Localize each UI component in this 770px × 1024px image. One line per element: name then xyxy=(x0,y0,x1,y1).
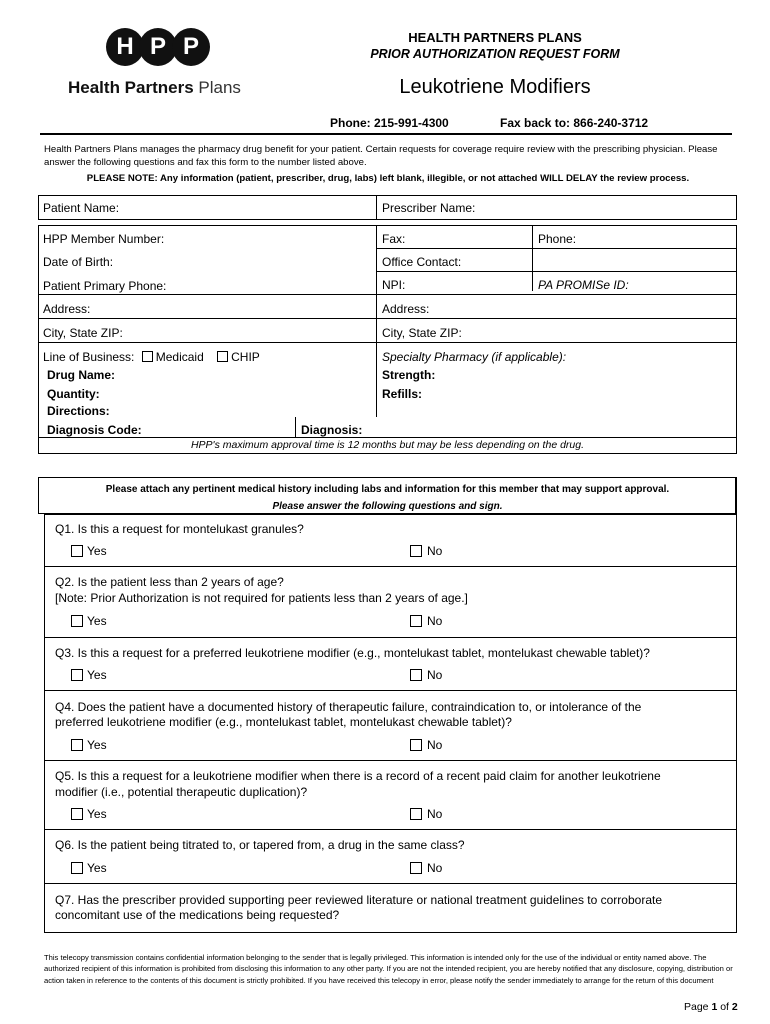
patient-name-field[interactable]: Patient Name: xyxy=(43,201,120,215)
row-line-3 xyxy=(38,294,737,295)
prescriber-city-field[interactable]: City, State ZIP: xyxy=(382,326,462,340)
header-divider xyxy=(40,133,732,135)
directions-field[interactable]: Directions: xyxy=(47,404,110,418)
q-divider-3 xyxy=(44,690,737,691)
drug-class-title: Leukotriene Modifiers xyxy=(399,76,591,98)
office-contact-field[interactable]: Office Contact: xyxy=(382,255,462,269)
row-line-6 xyxy=(38,437,737,438)
medicaid-checkbox[interactable] xyxy=(142,351,153,362)
q4-no-label: No xyxy=(427,738,443,752)
question-4: Q4. Does the patient have a documented history of therapeutic failure, contraindication to, or intolerance of the xyxy=(55,700,642,714)
q-divider-4 xyxy=(44,760,737,761)
info-right-divider xyxy=(532,225,533,291)
question-2-note: [Note: Prior Authorization is not required for patients less than 2 years of age.] xyxy=(55,591,468,605)
npi-field[interactable]: NPI: xyxy=(382,278,406,292)
q6-no-label: No xyxy=(427,861,443,875)
row-line-4 xyxy=(38,318,737,319)
specialty-pharmacy-field[interactable]: Specialty Pharmacy (if applicable): xyxy=(382,350,567,364)
q2-no-checkbox[interactable] xyxy=(410,615,422,627)
diagnosis-divider xyxy=(295,417,296,437)
page-current: 1 xyxy=(711,1001,718,1013)
confidentiality-notice: This telecopy transmission contains confidential information belonging to the sender that is legally privileged. This information is intended only for the use of the individual or entity named above. The authorized recipient of this information is prohibited from disclosing this information to any other party. If you are not the intended recipient, you are hereby notified that any disclosure, copying, distribution or action taken in reference to the contents of this document is strictly prohibited. If you have received this telecopy in error, please notify the sender immediately to arrange for the return of this document xyxy=(44,953,733,985)
q3-yes-checkbox[interactable] xyxy=(71,669,83,681)
question-6: Q6. Is the patient being titrated to, or tapered from, a drug in the same class? xyxy=(55,838,465,852)
chip-checkbox[interactable] xyxy=(217,351,228,362)
prescriber-phone-field[interactable]: Phone: xyxy=(538,232,577,246)
logo-letter-p2: P xyxy=(172,28,210,66)
hpp-logo xyxy=(68,26,248,102)
q-divider-2 xyxy=(44,637,737,638)
q5-no-label: No xyxy=(427,807,443,821)
q6-no-checkbox[interactable] xyxy=(410,862,422,874)
prescriber-name-field[interactable]: Prescriber Name: xyxy=(382,201,476,215)
prescriber-address-field[interactable]: Address: xyxy=(382,302,430,316)
patient-address-field[interactable]: Address: xyxy=(43,302,91,316)
q-divider-1 xyxy=(44,566,737,567)
intro-text: Health Partners Plans manages the pharmacy drug benefit for your patient. Certain requests for coverage require review with the prescribing physician. Please answer the following questions and fax this form to the number listed above. xyxy=(44,144,718,168)
q6-yes-checkbox[interactable] xyxy=(71,862,83,874)
logo-wordmark-light: Plans xyxy=(198,78,241,97)
q2-yes-label: Yes xyxy=(87,614,107,628)
info-center-divider xyxy=(376,225,377,417)
logo-wordmark xyxy=(68,78,241,98)
q4-yes-label: Yes xyxy=(87,738,107,752)
question-7-line2: concomitant use of the medications being requested? xyxy=(55,908,340,922)
question-2: Q2. Is the patient less than 2 years of age? xyxy=(55,575,284,589)
question-4-line2: preferred leukotriene modifier (e.g., montelukast tablet, montelukast chewable tablet)? xyxy=(55,715,512,729)
answer-instruction: Please answer the following questions and sign. xyxy=(272,501,503,512)
page-sep: of xyxy=(717,1001,732,1013)
patient-phone-field[interactable]: Patient Primary Phone: xyxy=(43,279,167,293)
q5-no-checkbox[interactable] xyxy=(410,808,422,820)
medicaid-label: Medicaid xyxy=(155,350,204,364)
q2-no-label: No xyxy=(427,614,443,628)
page-prefix: Page xyxy=(684,1001,712,1013)
fax-number: Fax back to: 866-240-3712 xyxy=(500,116,649,130)
page-number xyxy=(684,1001,738,1013)
attach-instruction: Please attach any pertinent medical history including labs and information for this member that may support approval. xyxy=(105,484,670,495)
org-title: HEALTH PARTNERS PLANS xyxy=(408,30,582,45)
pa-promise-field[interactable]: PA PROMISe ID: xyxy=(538,278,629,292)
q3-yes-label: Yes xyxy=(87,668,107,682)
q-divider-6 xyxy=(44,883,737,884)
q1-yes-label: Yes xyxy=(87,544,107,558)
question-5-line2: modifier (i.e., potential therapeutic duplication)? xyxy=(55,785,308,799)
q1-yes-checkbox[interactable] xyxy=(71,545,83,557)
diagnosis-code-field[interactable]: Diagnosis Code: xyxy=(47,423,142,437)
logo-letter-h: H xyxy=(106,28,144,66)
q1-no-label: No xyxy=(427,544,443,558)
q4-no-checkbox[interactable] xyxy=(410,739,422,751)
strength-field[interactable]: Strength: xyxy=(382,368,436,382)
question-3: Q3. Is this a request for a preferred leukotriene modifier (e.g., montelukast tablet, montelukast chewable tablet)? xyxy=(55,646,650,660)
row-line-5 xyxy=(38,342,737,343)
q4-yes-checkbox[interactable] xyxy=(71,739,83,751)
row-line-2 xyxy=(376,271,737,272)
chip-label: CHIP xyxy=(231,350,260,364)
form-title: PRIOR AUTHORIZATION REQUEST FORM xyxy=(370,47,620,61)
page-total: 2 xyxy=(731,1001,738,1013)
q1-no-checkbox[interactable] xyxy=(410,545,422,557)
q2-yes-checkbox[interactable] xyxy=(71,615,83,627)
question-1: Q1. Is this a request for montelukast granules? xyxy=(55,522,304,536)
q5-yes-checkbox[interactable] xyxy=(71,808,83,820)
line-of-business xyxy=(43,350,260,364)
prescriber-fax-field[interactable]: Fax: xyxy=(382,232,406,246)
question-5: Q5. Is this a request for a leukotriene modifier when there is a record of a recent paid claim for another leukotriene xyxy=(55,769,661,783)
quantity-field[interactable]: Quantity: xyxy=(47,387,100,401)
q6-yes-label: Yes xyxy=(87,861,107,875)
question-7: Q7. Has the prescriber provided supporting peer reviewed literature or national treatment guidelines to corroborate xyxy=(55,893,662,907)
name-row-divider xyxy=(376,195,377,220)
logo-letter-p1: P xyxy=(139,28,177,66)
patient-city-field[interactable]: City, State ZIP: xyxy=(43,326,123,340)
please-note: PLEASE NOTE: Any information (patient, prescriber, drug, labs) left blank, illegible, or not attached WILL DELAY the review process. xyxy=(86,173,690,184)
q-divider-5 xyxy=(44,829,737,830)
logo-wordmark-bold: Health Partners xyxy=(68,78,194,97)
phone-number: Phone: 215-991-4300 xyxy=(330,116,449,130)
logo-mark xyxy=(106,26,210,70)
diagnosis-field[interactable]: Diagnosis: xyxy=(301,423,363,437)
approval-note: HPP's maximum approval time is 12 months but may be less depending on the drug. xyxy=(190,439,585,451)
refills-field[interactable]: Refills: xyxy=(382,387,423,401)
dob-field[interactable]: Date of Birth: xyxy=(43,255,114,269)
lob-label: Line of Business: xyxy=(43,350,135,364)
q3-no-label: No xyxy=(427,668,443,682)
member-number-field[interactable]: HPP Member Number: xyxy=(43,232,165,246)
q3-no-checkbox[interactable] xyxy=(410,669,422,681)
q5-yes-label: Yes xyxy=(87,807,107,821)
row-line-1 xyxy=(376,248,737,249)
drug-name-field[interactable]: Drug Name: xyxy=(47,368,116,382)
